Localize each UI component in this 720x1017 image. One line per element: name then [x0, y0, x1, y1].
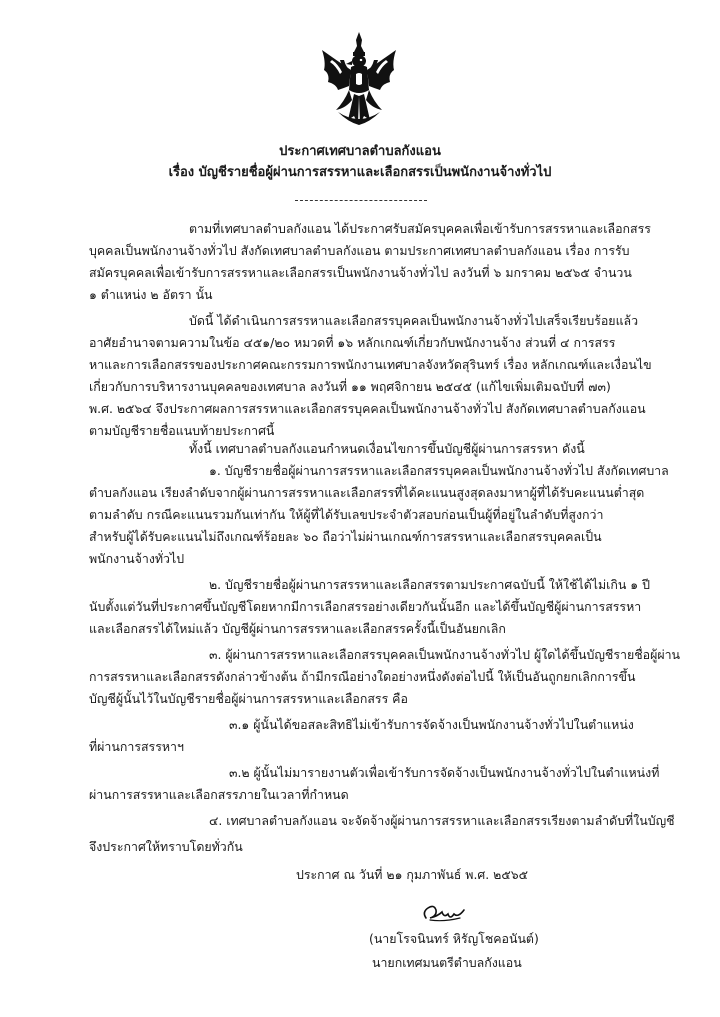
body-line: ที่ผ่านการสรรหาฯ: [89, 739, 184, 754]
document-title: ประกาศเทศบาลตำบลกังแอน: [279, 144, 441, 159]
divider: [295, 200, 427, 201]
announcement-date: ประกาศ ณ วันที่ ๒๑ กุมภาพันธ์ พ.ศ. ๒๕๖๕: [296, 867, 528, 882]
body-line: ๒. บัญชีรายชื่อผู้ผ่านการสรรหาและเลือกสรรตามประกาศฉบับนี้ ให้ใช้ได้ไม่เกิน ๑ ปี: [209, 577, 650, 592]
body-line: หาและการเลือกสรรของประกาศคณะกรรมการพนักงานเทศบาลจังหวัดสุรินทร์ เรื่อง หลักเกณฑ์และเงื่อนไข: [89, 357, 652, 372]
garuda-emblem-icon: [318, 30, 400, 126]
body-line: และเลือกสรรได้ใหม่แล้ว บัญชีผู้ผ่านการสรรหาและเลือกสรรครั้งนี้เป็นอันยกเลิก: [89, 621, 506, 636]
body-line: ทั้งนี้ เทศบาลตำบลกังแอนกำหนดเงื่อนไขการขึ้นบัญชีผู้ผ่านการสรรหา ดังนี้: [189, 441, 585, 456]
signatory-position: นายกเทศมนตรีตำบลกังแอน: [372, 955, 522, 970]
body-line: นับตั้งแต่วันที่ประกาศขึ้นบัญชีโดยหากมีการเลือกสรรอย่างเดียวกันนั้นอีก และได้ขึ้นบัญชีผู้ผ่านการสรรหา: [89, 599, 642, 614]
body-line: ๔. เทศบาลตำบลกังแอน จะจัดจ้างผู้ผ่านการสรรหาและเลือกสรรเรียงตามลำดับที่ในบัญชี: [209, 813, 675, 828]
body-line: ๑ ตำแหน่ง ๒ อัตรา นั้น: [89, 287, 213, 302]
body-line: ๓.๒ ผู้นั้นไม่มารายงานตัวเพื่อเข้ารับการจัดจ้างเป็นพนักงานจ้างทั่วไปในตำแหน่งที่: [229, 765, 660, 780]
signatory-name: (นายโรจนินทร์ หิรัญโชคอนันต์): [369, 931, 539, 946]
body-line: ๓.๑ ผู้นั้นได้ขอสละสิทธิไม่เข้ารับการจัดจ้างเป็นพนักงานจ้างทั่วไปในตำแหน่ง: [229, 717, 634, 732]
body-line: ตามบัญชีรายชื่อแนบท้ายประกาศนี้: [89, 423, 275, 438]
body-line: การสรรหาและเลือกสรรดังกล่าวข้างต้น ถ้ามีกรณีอย่างใดอย่างหนึ่งดังต่อไปนี้ ให้เป็นอันถูกยกเลิกการขึ้น: [89, 669, 636, 684]
body-line: พ.ศ. ๒๕๖๔ จึงประกาศผลการสรรหาและเลือกสรรบุคคลเป็นพนักงานจ้างทั่วไป สังกัดเทศบาลตำบลกังแอน: [89, 401, 646, 416]
body-line: ตามที่เทศบาลตำบลกังแอน ได้ประกาศรับสมัครบุคคลเพื่อเข้ารับการสรรหาและเลือกสรร: [189, 221, 651, 236]
body-line: ๑. บัญชีรายชื่อผู้ผ่านการสรรหาและเลือกสรรบุคคลเป็นพนักงานจ้างทั่วไป สังกัดเทศบาล: [209, 463, 669, 478]
body-line: เกี่ยวกับการบริหารงานบุคคลของเทศบาล ลงวันที่ ๑๑ พฤศจิกายน ๒๕๔๕ (แก้ไขเพิ่มเติมฉบับที่ ๗๓): [89, 379, 611, 394]
body-line: บัดนี้ ได้ดำเนินการสรรหาและเลือกสรรบุคคลเป็นพนักงานจ้างทั่วไปเสร็จเรียบร้อยแล้ว: [189, 313, 639, 328]
body-line: สำหรับผู้ได้รับคะแนนไม่ถึงเกณฑ์ร้อยละ ๖๐ ถือว่าไม่ผ่านเกณฑ์การสรรหาและเลือกสรรบุคคลเป็น: [89, 529, 602, 544]
signature-image: [420, 900, 470, 926]
body-line: ผ่านการสรรหาและเลือกสรรภายในเวลาที่กำหนด: [89, 787, 349, 802]
body-line: ตามลำดับ กรณีคะแนนรวมกันเท่ากัน ให้ผู้ที่ได้รับเลขประจำตัวสอบก่อนเป็นผู้ที่อยู่ในลำดับที่สูงกว่า: [89, 507, 604, 522]
document-subject: เรื่อง บัญชีรายชื่อผู้ผ่านการสรรหาและเลือกสรรเป็นพนักงานจ้างทั่วไป: [168, 165, 552, 180]
body-line: ตำบลกังแอน เรียงลำดับจากผู้ผ่านการสรรหาและเลือกสรรที่ได้คะแนนสูงสุดลงมาหาผู้ที่ได้รับคะแนนต่ำสุด: [89, 485, 645, 500]
body-line: บุคคลเป็นพนักงานจ้างทั่วไป สังกัดเทศบาลตำบลกังแอน ตามประกาศเทศบาลตำบลกังแอน เรื่อง การรับ: [89, 243, 630, 258]
body-line: ๓. ผู้ผ่านการสรรหาและเลือกสรรบุคคลเป็นพนักงานจ้างทั่วไป ผู้ใดได้ขึ้นบัญชีรายชื่อผู้ผ่าน: [209, 647, 681, 662]
body-line: พนักงานจ้างทั่วไป: [89, 551, 185, 566]
body-line: จึงประกาศให้ทราบโดยทั่วกัน: [89, 839, 243, 854]
body-line: บัญชีผู้นั้นไว้ในบัญชีรายชื่อผู้ผ่านการสรรหาและเลือกสรร คือ: [89, 691, 408, 706]
body-line: สมัครบุคคลเพื่อเข้ารับการสรรหาและเลือกสรรเป็นพนักงานจ้างทั่วไป ลงวันที่ ๖ มกราคม ๒๕๖๕ จำนวน: [89, 265, 632, 280]
body-line: อาศัยอำนาจตามความในข้อ ๔๕๑/๒๐ หมวดที่ ๑๖ หลักเกณฑ์เกี่ยวกับพนักงานจ้าง ส่วนที่ ๔ การสรร: [89, 335, 616, 350]
